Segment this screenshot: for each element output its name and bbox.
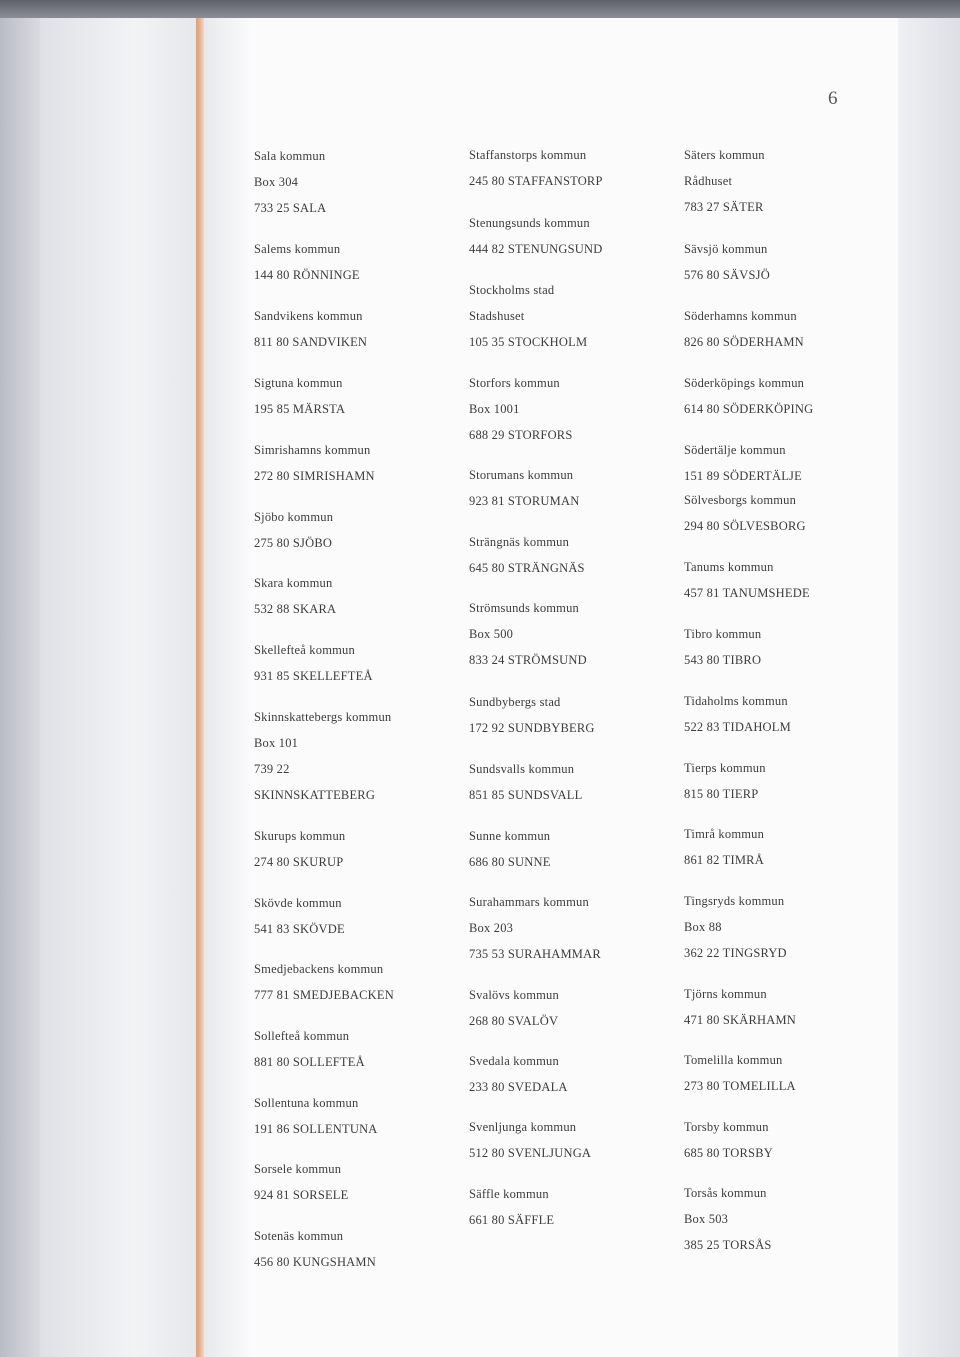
municipality-name: Storumans kommun (469, 468, 574, 482)
address-line: Box 1001 (469, 402, 520, 416)
address-line: 815 80 TIERP (684, 787, 759, 801)
municipality-name: Salems kommun (254, 242, 341, 256)
municipality-name: Skövde kommun (254, 896, 342, 910)
municipality-name: Tingsryds kommun (684, 894, 785, 908)
municipality-name: Skurups kommun (254, 829, 346, 843)
address-line: 543 80 TIBRO (684, 653, 762, 667)
address-line: 826 80 SÖDERHAMN (684, 335, 804, 349)
municipality-name: Smedjebackens kommun (254, 962, 384, 976)
municipality-name: Staffanstorps kommun (469, 148, 587, 162)
address-line: 541 83 SKÖVDE (254, 922, 345, 936)
municipality-name: Sölvesborgs kommun (684, 493, 797, 507)
municipality-name: Svedala kommun (469, 1054, 559, 1068)
address-line: 739 22 (254, 762, 290, 776)
address-line: 861 82 TIMRÅ (684, 853, 764, 867)
municipality-name: Torsby kommun (684, 1120, 769, 1134)
address-line: 733 25 SALA (254, 201, 327, 215)
municipality-name: Sollefteå kommun (254, 1029, 350, 1043)
municipality-name: Söderköpings kommun (684, 376, 805, 390)
address-line: 245 80 STAFFANSTORP (469, 174, 603, 188)
address-line: Stadshuset (469, 309, 525, 323)
municipality-name: Sotenäs kommun (254, 1229, 344, 1243)
address-line: 686 80 SUNNE (469, 855, 551, 869)
municipality-name: Tomelilla kommun (684, 1053, 783, 1067)
address-line: 457 81 TANUMSHEDE (684, 586, 810, 600)
address-line: 851 85 SUNDSVALL (469, 788, 583, 802)
address-line: 172 92 SUNDBYBERG (469, 721, 595, 735)
address-line: 532 88 SKARA (254, 602, 337, 616)
address-line: SKINNSKATTEBERG (254, 788, 376, 802)
municipality-name: Strängnäs kommun (469, 535, 570, 549)
address-line: 274 80 SKURUP (254, 855, 344, 869)
municipality-name: Timrå kommun (684, 827, 765, 841)
address-line: 233 80 SVEDALA (469, 1080, 568, 1094)
address-line: 195 85 MÄRSTA (254, 402, 346, 416)
address-line: Rådhuset (684, 174, 733, 188)
municipality-name: Skinnskattebergs kommun (254, 710, 392, 724)
municipality-name: Sorsele kommun (254, 1162, 342, 1176)
book-binding (40, 18, 198, 1357)
address-line: 576 80 SÄVSJÖ (684, 268, 770, 282)
address-line: 268 80 SVALÖV (469, 1014, 559, 1028)
address-line: 144 80 RÖNNINGE (254, 268, 360, 282)
address-line: 735 53 SURAHAMMAR (469, 947, 601, 961)
address-line: 272 80 SIMRISHAMN (254, 469, 375, 483)
address-line: 777 81 SMEDJEBACKEN (254, 988, 394, 1002)
address-line: 645 80 STRÄNGNÄS (469, 561, 585, 575)
municipality-name: Säters kommun (684, 148, 765, 162)
municipality-name: Sjöbo kommun (254, 510, 334, 524)
address-line: 294 80 SÖLVESBORG (684, 519, 806, 533)
municipality-name: Sundsvalls kommun (469, 762, 575, 776)
address-line: Box 503 (684, 1212, 729, 1226)
address-line: 456 80 KUNGSHAMN (254, 1255, 376, 1269)
address-line: 151 89 SÖDERTÄLJE (684, 469, 802, 483)
address-line: 512 80 SVENLJUNGA (469, 1146, 592, 1160)
municipality-name: Torsås kommun (684, 1186, 767, 1200)
municipality-name: Sollentuna kommun (254, 1096, 359, 1110)
address-line: 105 35 STOCKHOLM (469, 335, 588, 349)
municipality-name: Tanums kommun (684, 560, 774, 574)
address-line: Box 203 (469, 921, 514, 935)
municipality-name: Sigtuna kommun (254, 376, 343, 390)
municipality-name: Skara kommun (254, 576, 333, 590)
municipality-name: Tierps kommun (684, 761, 766, 775)
address-line: 273 80 TOMELILLA (684, 1079, 796, 1093)
municipality-name: Svenljunga kommun (469, 1120, 577, 1134)
address-line: 191 86 SOLLENTUNA (254, 1122, 378, 1136)
page-edge-strip (196, 18, 204, 1357)
address-line: 275 80 SJÖBO (254, 536, 333, 550)
address-line: 783 27 SÄTER (684, 200, 764, 214)
page-number: 6 (828, 88, 838, 109)
address-line: 931 85 SKELLEFTEÅ (254, 669, 373, 683)
municipality-name: Stenungsunds kommun (469, 216, 590, 230)
municipality-name: Tibro kommun (684, 627, 762, 641)
municipality-name: Tidaholms kommun (684, 694, 788, 708)
scan-top-edge (0, 0, 960, 18)
municipality-name: Strömsunds kommun (469, 601, 580, 615)
municipality-name: Sunne kommun (469, 829, 551, 843)
municipality-name: Skellefteå kommun (254, 643, 355, 657)
address-line: 923 81 STORUMAN (469, 494, 580, 508)
address-line: 685 80 TORSBY (684, 1146, 773, 1160)
municipality-name: Svalövs kommun (469, 988, 559, 1002)
address-line: 385 25 TORSÅS (684, 1238, 772, 1252)
address-line: 614 80 SÖDERKÖPING (684, 402, 814, 416)
municipality-name: Sävsjö kommun (684, 242, 768, 256)
municipality-name: Södertälje kommun (684, 443, 786, 457)
address-line: 881 80 SOLLEFTEÅ (254, 1055, 365, 1069)
municipality-name: Sundbybergs stad (469, 695, 561, 709)
municipality-name: Säffle kommun (469, 1187, 549, 1201)
address-line: 362 22 TINGSRYD (684, 946, 787, 960)
address-line: 522 83 TIDAHOLM (684, 720, 791, 734)
scan-left-margin (0, 18, 40, 1357)
address-line: Box 500 (469, 627, 514, 641)
address-line: 444 82 STENUNGSUND (469, 242, 603, 256)
address-line: 688 29 STORFORS (469, 428, 573, 442)
municipality-name: Surahammars kommun (469, 895, 589, 909)
scan-right-margin (898, 18, 960, 1357)
address-line: 833 24 STRÖMSUND (469, 653, 587, 667)
municipality-name: Stockholms stad (469, 283, 555, 297)
municipality-name: Sala kommun (254, 149, 326, 163)
address-line: Box 88 (684, 920, 722, 934)
municipality-name: Tjörns kommun (684, 987, 767, 1001)
address-line: 924 81 SORSELE (254, 1188, 349, 1202)
municipality-name: Storfors kommun (469, 376, 560, 390)
municipality-name: Simrishamns kommun (254, 443, 371, 457)
municipality-name: Söderhamns kommun (684, 309, 797, 323)
municipality-name: Sandvikens kommun (254, 309, 363, 323)
address-line: Box 101 (254, 736, 299, 750)
address-line: 661 80 SÄFFLE (469, 1213, 555, 1227)
page-gutter-shadow (204, 18, 252, 1357)
address-line: 811 80 SANDVIKEN (254, 335, 368, 349)
address-line: 471 80 SKÄRHAMN (684, 1013, 797, 1027)
address-line: Box 304 (254, 175, 299, 189)
